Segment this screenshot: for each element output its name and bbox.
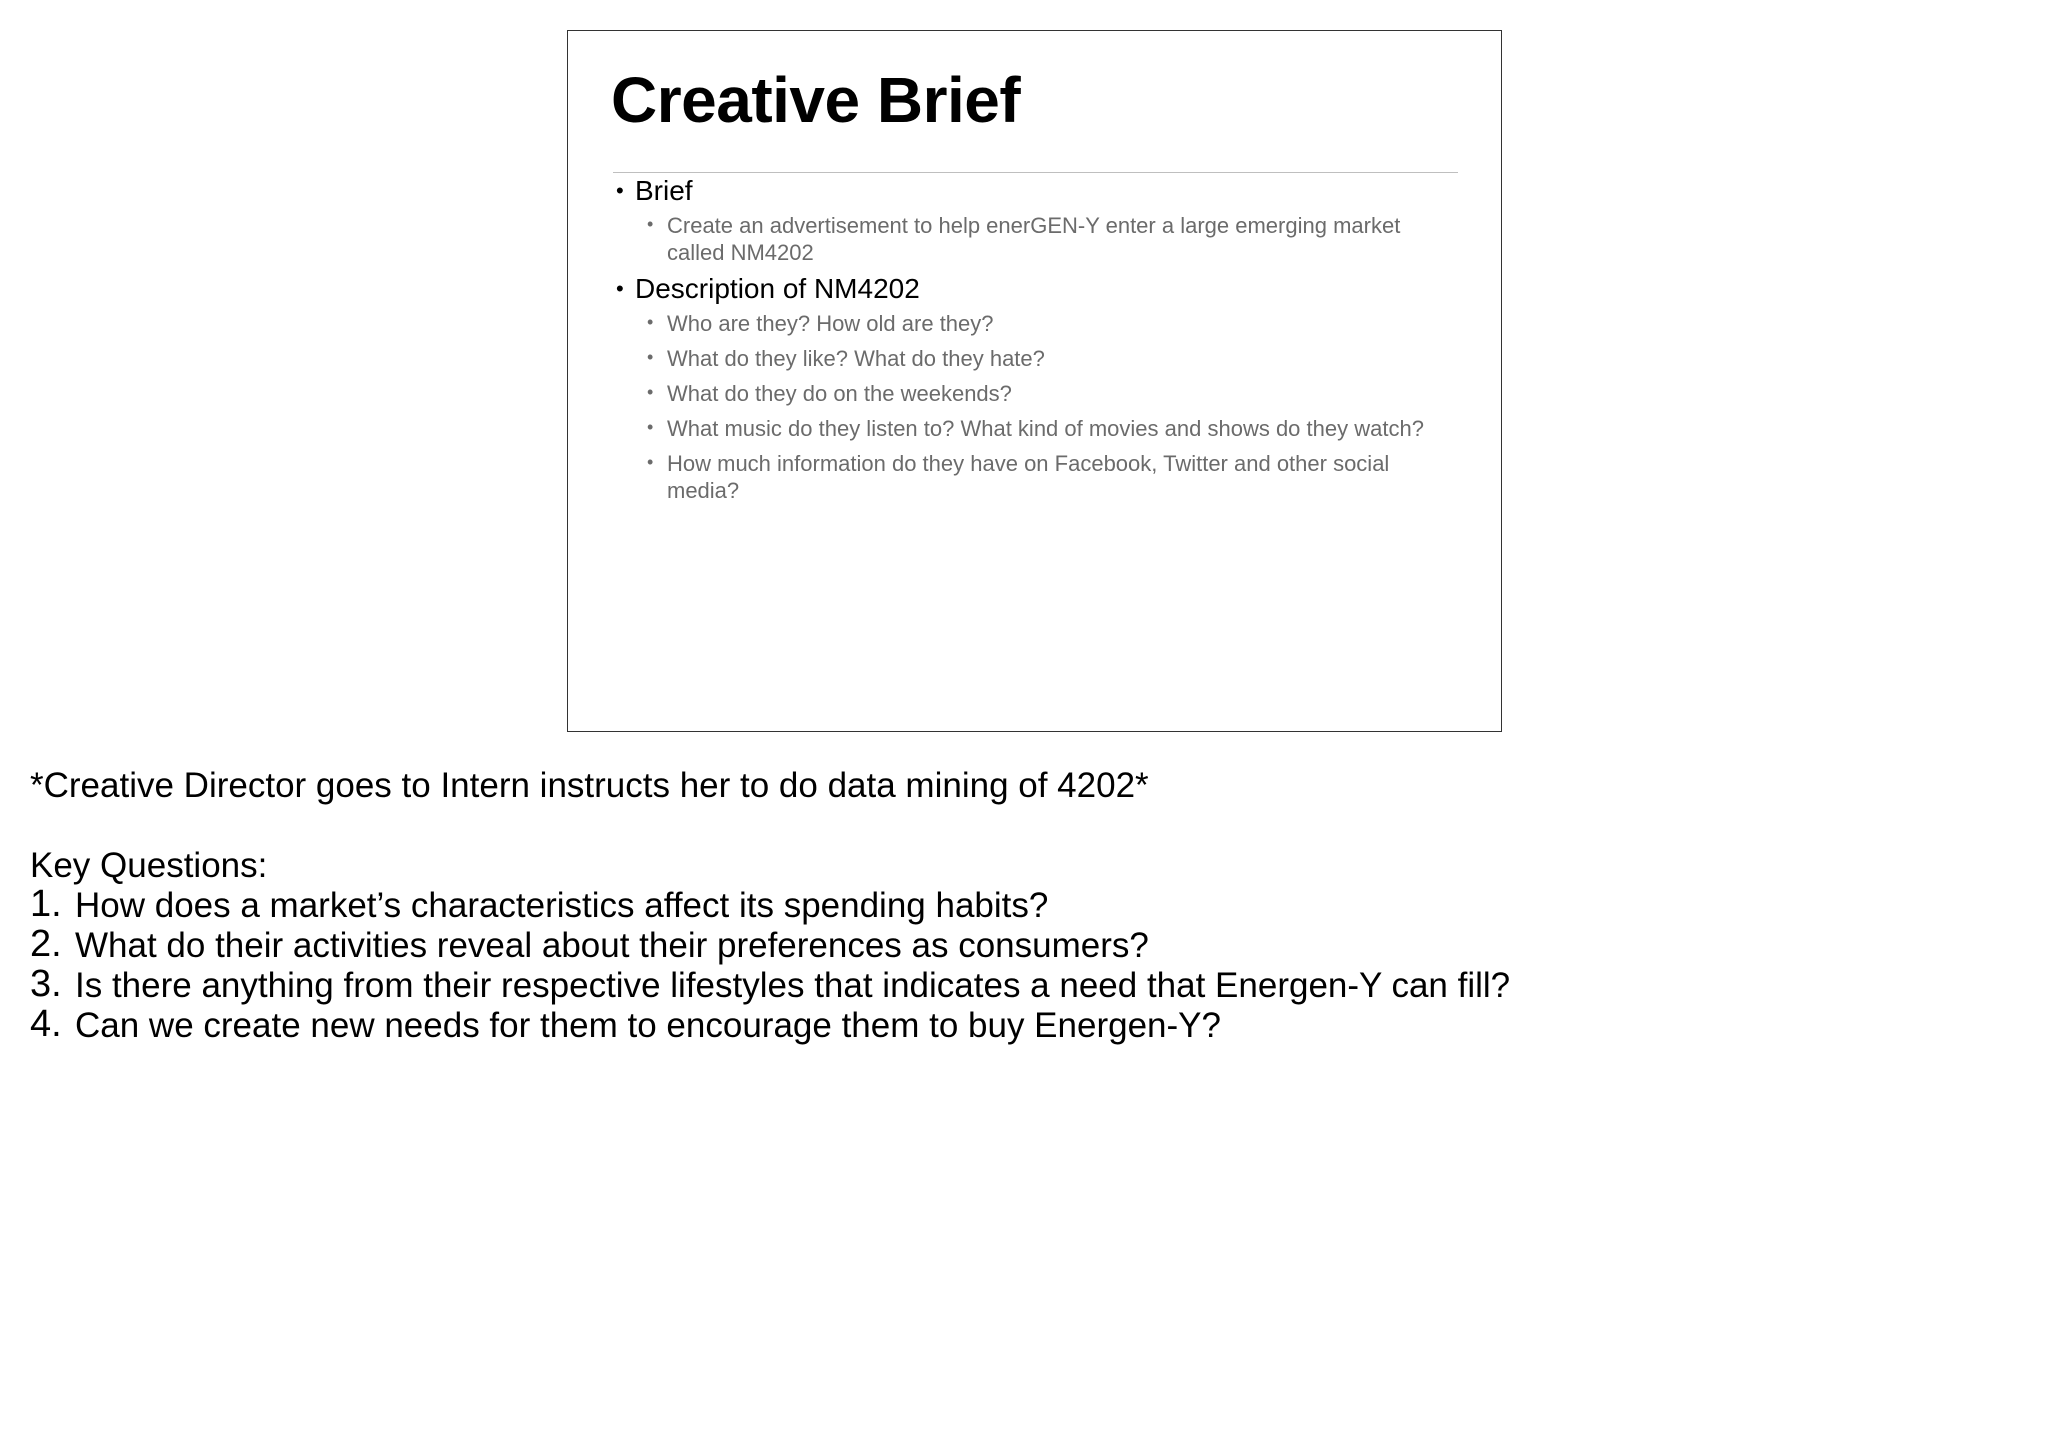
bullet-brief (613, 174, 1463, 208)
question-number: 3. (30, 963, 62, 1005)
question-item (30, 923, 2020, 966)
question-text: Can we create new needs for them to encourage them to buy Energen-Y? (75, 1006, 1221, 1045)
question-number: 2. (30, 923, 62, 965)
bullet-description (613, 272, 1463, 306)
bullet-dot-icon: • (647, 452, 654, 472)
sub-bullet (613, 450, 1463, 504)
question-text: How does a market’s characteristics affect its spending habits? (75, 886, 1049, 925)
question-text: What do their activities reveal about their preferences as consumers? (75, 926, 1149, 965)
bullet-label: Description of NM4202 (635, 273, 920, 304)
sub-bullet (613, 212, 1463, 266)
bullet-label: Brief (635, 175, 693, 206)
sub-bullet-text: Who are they? How old are they? (667, 311, 994, 336)
question-number: 4. (30, 1003, 62, 1045)
bullet-dot-icon: • (616, 276, 624, 301)
sub-bullet (613, 415, 1463, 442)
bullet-dot-icon: • (647, 417, 654, 437)
questions-heading: Key Questions: (30, 846, 268, 885)
sub-bullet-text: How much information do they have on Facebook, Twitter and other social media? (667, 451, 1390, 503)
question-item (30, 1003, 2020, 1046)
bullet-dot-icon: • (616, 178, 624, 203)
sub-bullet-text: Create an advertisement to help enerGEN-Y enter a large emerging market called NM4202 (667, 213, 1401, 265)
bullet-dot-icon: • (647, 214, 654, 234)
title-divider (613, 172, 1458, 173)
question-text: Is there anything from their respective lifestyles that indicates a need that Energen-Y can fill? (75, 966, 1511, 1005)
bullet-dot-icon: • (647, 382, 654, 402)
slide-thumbnail[interactable] (567, 30, 1502, 732)
slide-title: Creative Brief (611, 64, 1021, 136)
slide-body (613, 174, 1463, 504)
sub-bullet-text: What do they do on the weekends? (667, 381, 1012, 406)
sub-bullet (613, 380, 1463, 407)
notes-spacer (30, 806, 2020, 846)
sub-bullet-text: What do they like? What do they hate? (667, 346, 1045, 371)
question-item (30, 963, 2020, 1006)
stage-direction: *Creative Director goes to Intern instructs her to do data mining of 4202* (30, 766, 1149, 805)
bullet-dot-icon: • (647, 347, 654, 367)
sub-bullet-text: What music do they listen to? What kind of movies and shows do they watch? (667, 416, 1424, 441)
bullet-dot-icon: • (647, 312, 654, 332)
presenter-notes[interactable] (30, 766, 2020, 1046)
question-number: 1. (30, 883, 62, 925)
sub-bullet (613, 310, 1463, 337)
sub-bullet (613, 345, 1463, 372)
question-item (30, 883, 2020, 926)
